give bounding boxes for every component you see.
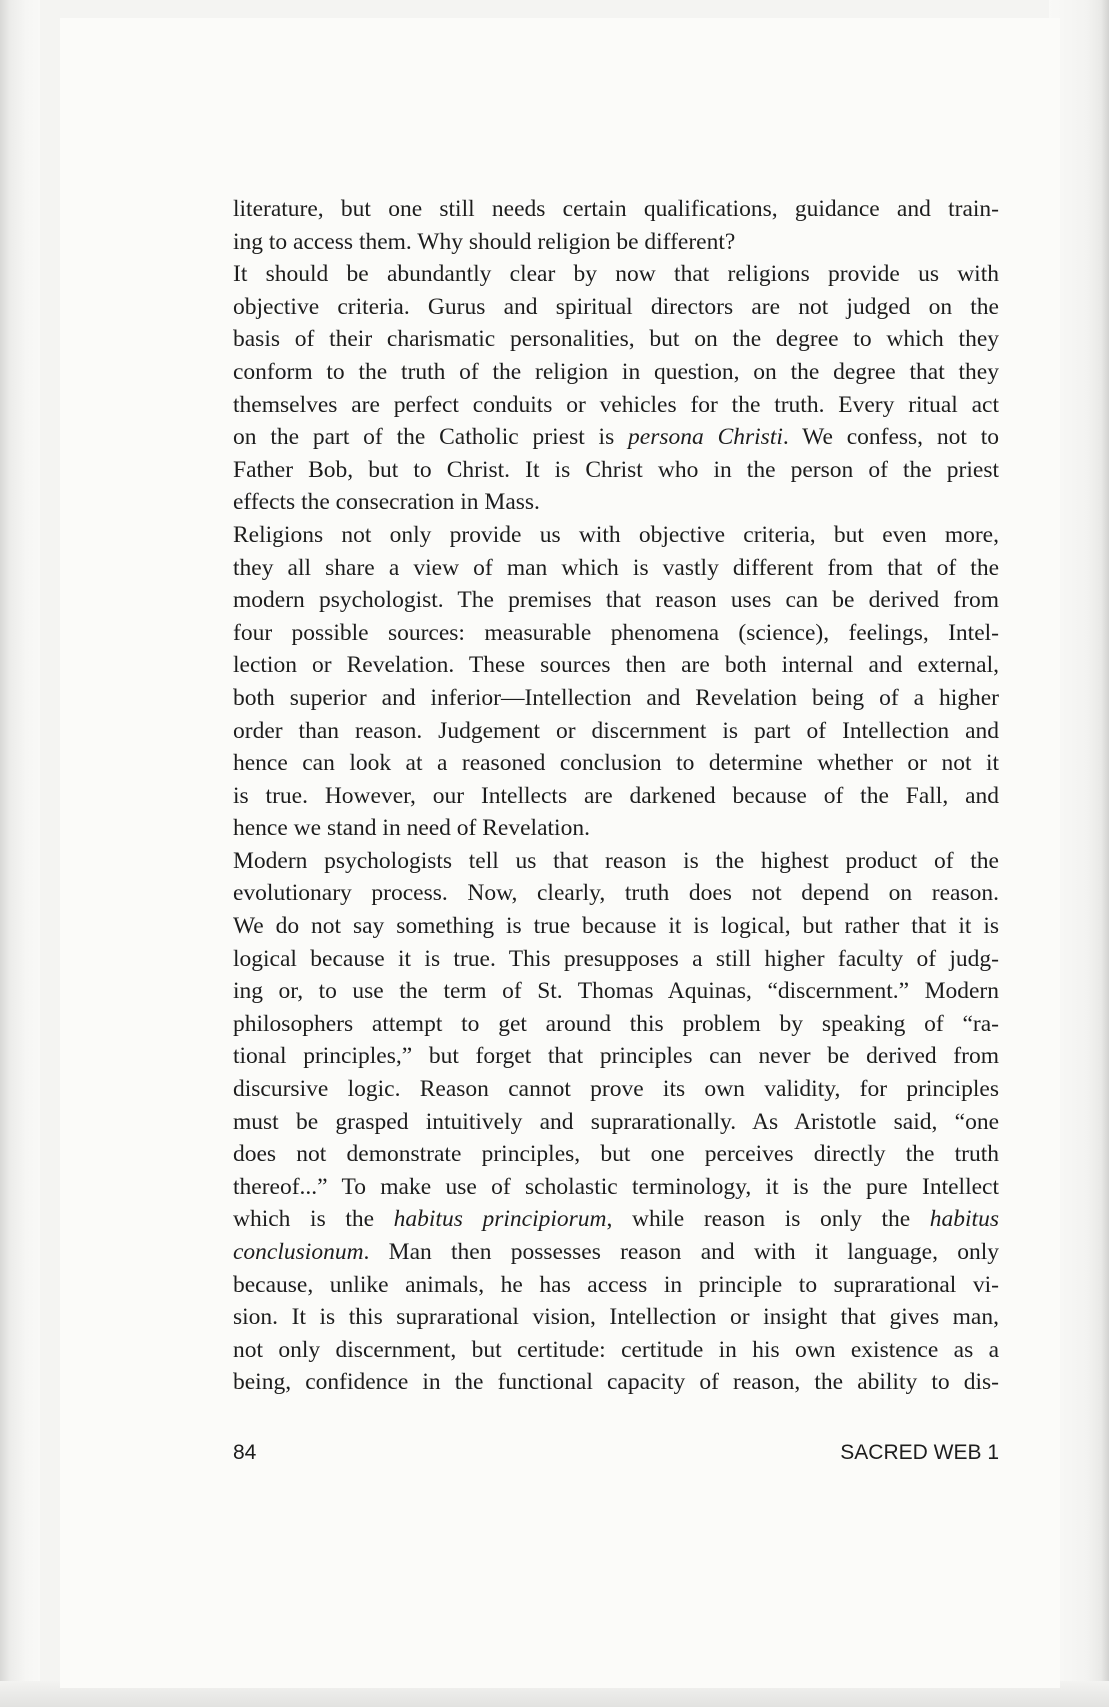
text-line: discursive logic. Reason cannot prove its own validity, for principles <box>233 1076 999 1103</box>
scan-edge-left <box>0 0 40 1707</box>
text-line: hence we stand in need of Revelation. <box>233 815 590 842</box>
text-line: themselves are perfect conduits or vehicles for the truth. Every ritual act <box>233 391 999 418</box>
running-title: SACRED WEB 1 <box>840 1441 999 1464</box>
text-line-with-italic: conclusionum. Man then possesses reason and with it language, only <box>233 1239 999 1265</box>
text-line: must be grasped intuitively and suprarationally. As Aristotle said, “one <box>233 1108 999 1135</box>
text-line: literature, but one still needs certain qualifications, guidance and train- <box>233 196 999 222</box>
italic-term: conclusionum <box>233 1239 364 1265</box>
text-line: does not demonstrate principles, but one perceives directly the truth <box>233 1141 999 1168</box>
text-line: not only discernment, but certitude: certitude in his own existence as a <box>233 1336 999 1363</box>
text-line: because, unlike animals, he has access in principle to suprarational vi- <box>233 1271 999 1298</box>
text-line: evolutionary process. Now, clearly, truth does not depend on reason. <box>233 880 999 907</box>
text-line: four possible sources: measurable phenomena (science), feelings, Intel- <box>233 619 999 646</box>
text-line-with-italic: which is the habitus principiorum, while reason is only the habitus <box>233 1206 999 1233</box>
paragraph-1 <box>233 193 999 258</box>
paragraph-3 <box>233 519 999 845</box>
text-line: both superior and inferior—Intellection and Revelation being of a higher <box>233 684 999 711</box>
page-footer <box>233 1441 999 1465</box>
text-line: is true. However, our Intellects are darkened because of the Fall, and <box>233 782 999 809</box>
text-line: ing to access them. Why should religion be different? <box>233 228 736 255</box>
text-line: objective criteria. Gurus and spiritual directors are not judged on the <box>233 293 999 320</box>
text-line: logical because it is true. This presupposes a still higher faculty of judg- <box>233 945 999 972</box>
text-line: It should be abundantly clear by now that religions provide us with <box>233 261 999 288</box>
text-line-with-italic: on the part of the Catholic priest is persona Christi. We confess, not to <box>233 424 999 451</box>
text-line: sion. It is this suprarational vision, Intellection or insight that gives man, <box>233 1304 999 1331</box>
text-line: effects the consecration in Mass. <box>233 489 540 516</box>
text-line: tional principles,” but forget that principles can never be derived from <box>233 1043 999 1070</box>
text-line: being, confidence in the functional capacity of reason, the ability to dis- <box>233 1369 999 1396</box>
text-line: We do not say something is true because it is logical, but rather that it is <box>233 913 999 940</box>
page-number: 84 <box>233 1441 257 1464</box>
text-line: ing or, to use the term of St. Thomas Aquinas, “discernment.” Modern <box>233 978 999 1005</box>
text-line: basis of their charismatic personalities, but on the degree to which they <box>233 326 999 353</box>
text-line: lection or Revelation. These sources then are both internal and external, <box>233 652 999 679</box>
text-line: they all share a view of man which is vastly different from that of the <box>233 554 999 581</box>
text-line: conform to the truth of the religion in question, on the degree that they <box>233 358 999 385</box>
text-line: hence can look at a reasoned conclusion to determine whether or not it <box>233 750 999 777</box>
italic-term: habitus principiorum <box>393 1206 607 1233</box>
text-line: order than reason. Judgement or discernment is part of Intellection and <box>233 717 999 744</box>
text-line: philosophers attempt to get around this problem by speaking of “ra- <box>233 1010 999 1037</box>
text-line: thereof...” To make use of scholastic terminology, it is the pure Intellect <box>233 1173 999 1200</box>
body-text <box>233 193 999 1399</box>
paragraph-2 <box>233 258 999 519</box>
text-line: modern psychologist. The premises that reason uses can be derived from <box>233 587 999 614</box>
text-line: Religions not only provide us with objective criteria, but even more, <box>233 521 999 548</box>
italic-term: habitus <box>929 1206 999 1233</box>
italic-term: persona Christi <box>628 424 783 451</box>
paragraph-4 <box>233 845 999 1399</box>
text-line: Modern psychologists tell us that reason is the highest product of the <box>233 847 999 874</box>
text-line: Father Bob, but to Christ. It is Christ who in the person of the priest <box>233 456 999 483</box>
